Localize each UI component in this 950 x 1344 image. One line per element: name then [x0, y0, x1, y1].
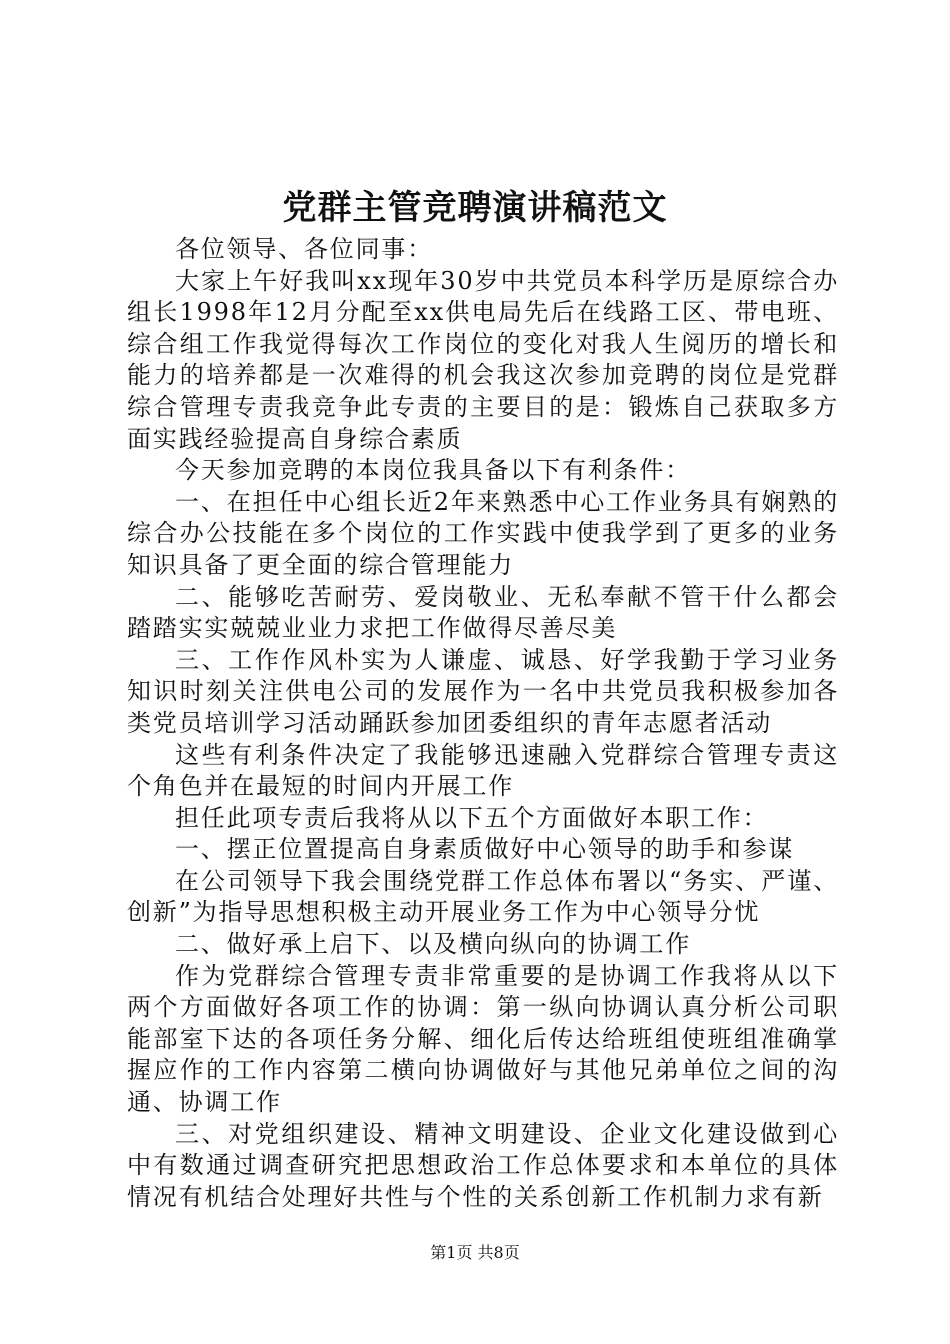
page-number: 第1页 共8页 — [430, 1243, 520, 1262]
paragraph: 大家上午好我叫xx现年30岁中共党员本科学历是原综合办组长1998年12月分配至xx供电局先后在线路工区、带电班、综合组工作我觉得每次工作岗位的变化对我人生阅历的增长和能力的培养都是一次难得的机会我这次参加竞聘的岗位是党群综合管理专责我竞争此专责的主要目的是：锻炼自己获取多方面实践经验提高自身综合素质 — [127, 266, 839, 453]
paragraph: 二、能够吃苦耐劳、爱岗敬业、无私奉献不管干什么都会踏踏实实兢兢业业力求把工作做得尽善尽美 — [127, 582, 839, 643]
paragraph: 一、在担任中心组长近2年来熟悉中心工作业务具有娴熟的综合办公技能在多个岗位的工作实践中使我学到了更多的业务知识具备了更全面的综合管理能力 — [127, 487, 839, 579]
paragraph: 这些有利条件决定了我能够迅速融入党群综合管理专责这个角色并在最短的时间内开展工作 — [127, 740, 839, 801]
paragraph: 一、摆正位置提高自身素质做好中心领导的助手和参谋 — [175, 835, 795, 864]
paragraph: 三、对党组织建设、精神文明建设、企业文化建设做到心中有数通过调查研究把思想政治工作总体要求和本单位的具体情况有机结合处理好共性与个性的关系创新工作机制力求有新 — [127, 1119, 839, 1211]
paragraph: 二、做好承上启下、以及横向纵向的协调工作 — [175, 930, 691, 959]
document-body — [127, 234, 839, 1213]
paragraph: 各位领导、各位同事： — [175, 235, 433, 263]
paragraph: 今天参加竞聘的本岗位我具备以下有利条件： — [175, 456, 691, 485]
paragraph: 担任此项专责后我将从以下五个方面做好本职工作： — [175, 803, 769, 832]
paragraph: 三、工作作风朴实为人谦虚、诚恳、好学我勤于学习业务知识时刻关注供电公司的发展作为一名中共党员我积极参加各类党员培训学习活动踊跃参加团委组织的青年志愿者活动 — [127, 645, 839, 737]
document-title: 党群主管竞聘演讲稿范文 — [282, 188, 668, 228]
paragraph: 作为党群综合管理专责非常重要的是协调工作我将从以下两个方面做好各项工作的协调：第一纵向协调认真分析公司职能部室下达的各项任务分解、细化后传达给班组使班组准确掌握应作的工作内容第二横向协调做好与其他兄弟单位之间的沟通、协调工作 — [127, 961, 839, 1117]
paragraph: 在公司领导下我会围绕党群工作总体布署以“务实、严谨、创新”为指导思想积极主动开展业务工作为中心领导分忧 — [127, 866, 839, 927]
